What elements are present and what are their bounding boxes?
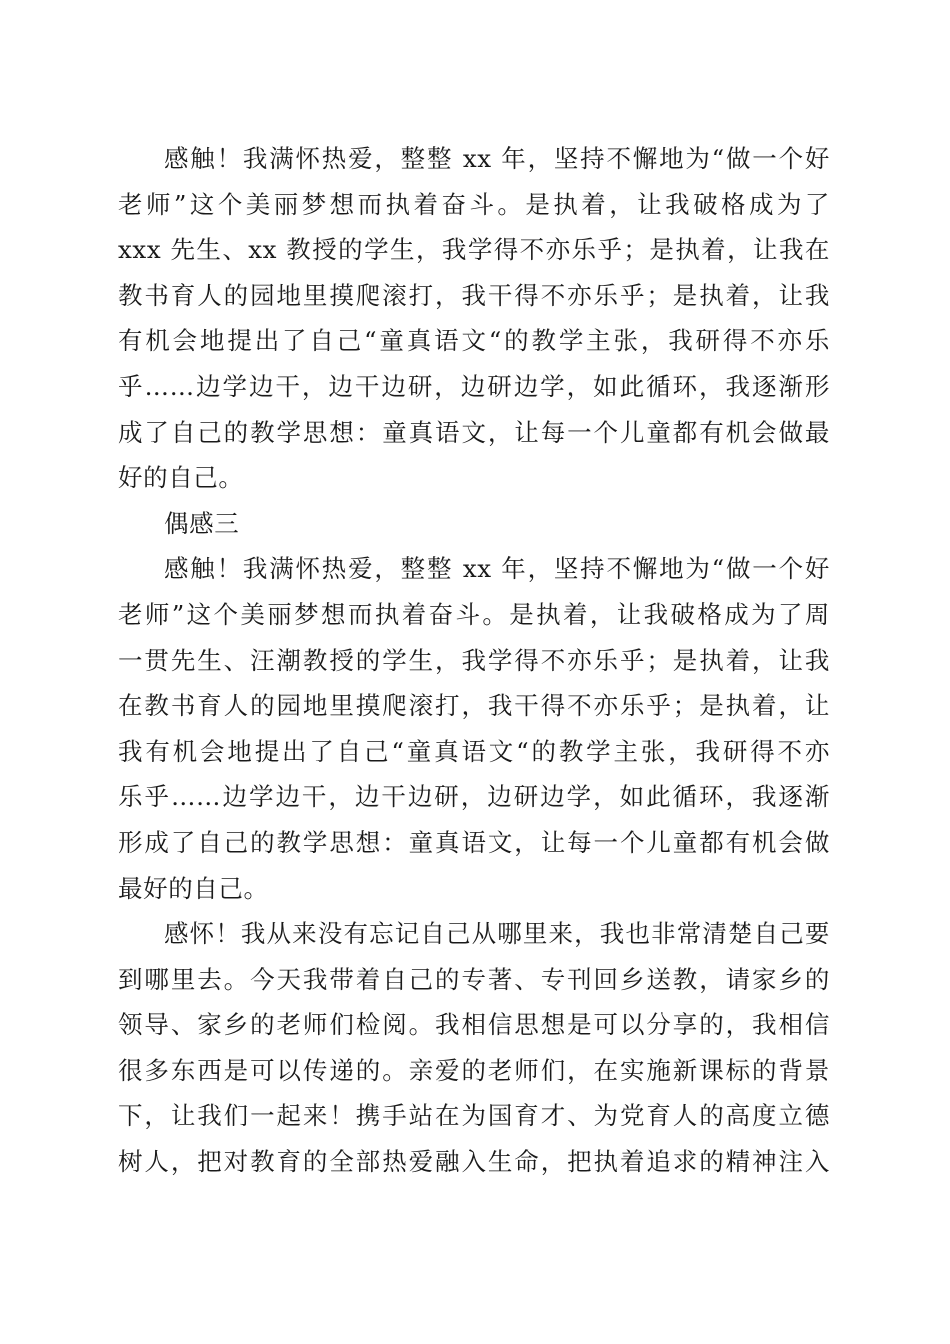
text-line: 老师”这个美丽梦想而执着奋斗。是执着，让我破格成为了周 (118, 599, 830, 629)
text-line: 树人，把对教育的全部热爱融入生命，把执着追求的精神注入 (118, 1147, 830, 1177)
section-heading: 偶感三 (164, 508, 240, 538)
text-line: 乐乎……边学边干，边干边研，边研边学，如此循环，我逐渐 (118, 782, 830, 812)
text-line: 好的自己。 (118, 463, 244, 493)
text-line: 有机会地提出了自己“童真语文“的教学主张，我研得不亦乐 (118, 326, 830, 356)
text-line: 老师”这个美丽梦想而执着奋斗。是执着，让我破格成为了 (118, 189, 830, 219)
text-line: 感触！我满怀热爱，整整 xx 年，坚持不懈地为“做一个好 (164, 554, 830, 584)
text-line: 领导、家乡的老师们检阅。我相信思想是可以分享的，我相信 (118, 1010, 830, 1040)
text-line: 感触！我满怀热爱，整整 xx 年，坚持不懈地为“做一个好 (164, 144, 830, 173)
text-line: 到哪里去。今天我带着自己的专著、专刊回乡送教，请家乡的 (118, 964, 830, 994)
text-line: xxx 先生、xx 教授的学生，我学得不亦乐乎；是执着，让我在 (118, 235, 830, 265)
paragraph-3 (118, 911, 830, 1185)
text-line: 最好的自己。 (118, 873, 269, 903)
text-line: 很多东西是可以传递的。亲爱的老师们，在实施新课标的背景 (118, 1055, 830, 1085)
text-line: 下，让我们一起来！携手站在为国育才、为党育人的高度立德 (118, 1101, 830, 1131)
text-line: 在教书育人的园地里摸爬滚打，我干得不亦乐乎；是执着，让 (118, 691, 830, 721)
document-body (118, 136, 830, 1185)
text-line: 教书育人的园地里摸爬滚打，我干得不亦乐乎；是执着，让我 (118, 280, 830, 310)
paragraph-2 (118, 546, 830, 911)
paragraph-1 (118, 136, 830, 501)
text-line: 形成了自己的教学思想：童真语文，让每一个儿童都有机会做 (118, 827, 830, 857)
text-line: 我有机会地提出了自己“童真语文“的教学主张，我研得不亦 (118, 736, 830, 766)
text-line: 一贯先生、汪潮教授的学生，我学得不亦乐乎；是执着，让我 (118, 645, 830, 675)
text-line: 感怀！我从来没有忘记自己从哪里来，我也非常清楚自己要 (164, 919, 830, 949)
text-line: 成了自己的教学思想：童真语文，让每一个儿童都有机会做最 (118, 417, 830, 447)
text-line: 乎……边学边干，边干边研，边研边学，如此循环，我逐渐形 (118, 371, 830, 401)
